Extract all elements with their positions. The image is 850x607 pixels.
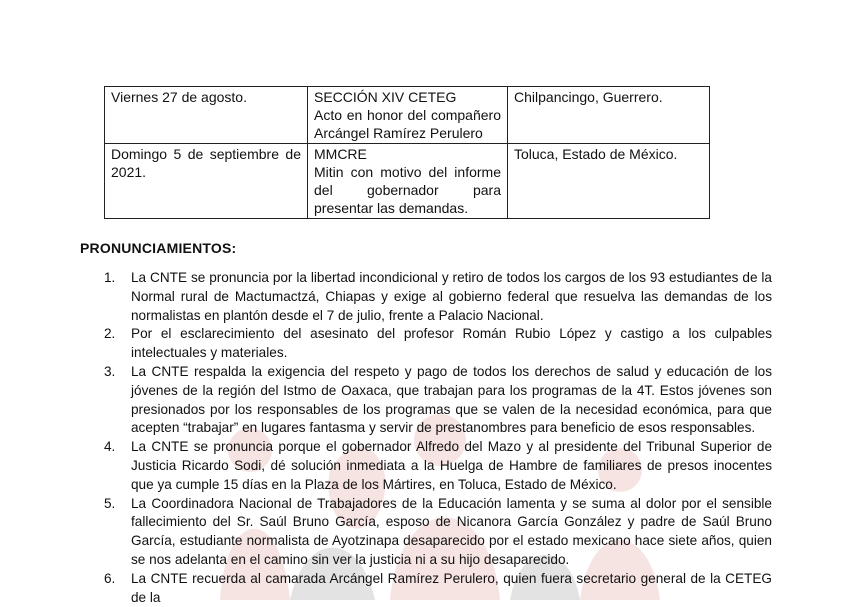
item-number: 3. xyxy=(104,363,116,379)
item-text: La CNTE respalda la exigencia del respeto y pago de todos los derechos de salud y educación de los jóvenes de la región del Istmo de Oaxaca, que trabajan para los programas de la 4T. Estos jóvenes son presionados por los responsables de los programas que se valen de la necesidad económica, para que acepten “trabajar” en lugares fantasma y servir de prestanombres para beneficio de esos responsables. xyxy=(131,363,772,436)
item-text: La Coordinadora Nacional de Trabajadores de la Educación lamenta y se suma al dolor por el sensible fallecimiento del Sr. Saúl Bruno García, esposo de Nicanora García González y padre de Saúl Bruno García, estudiante normalista de Ayotzinapa desaparecido por el estado mexicano hace siete años, quien se nos adelanta en el camino sin ver la justicia ni a su hijo desaparecido. xyxy=(131,495,772,567)
pronouncements-list xyxy=(80,269,772,607)
list-item xyxy=(80,495,772,570)
event-description xyxy=(308,87,508,144)
item-text: La CNTE recuerda al camarada Arcángel Ramírez Perulero, quien fuera secretario general de la CETEG de la xyxy=(131,570,772,605)
item-number: 4. xyxy=(104,439,116,455)
event-organizer: SECCIÓN XIV CETEG xyxy=(314,89,457,105)
item-text: Por el esclarecimiento del asesinato del profesor Román Rubio López y castigo a los culpables intelectuales y materiales. xyxy=(131,326,772,361)
list-item xyxy=(80,438,772,494)
item-number: 2. xyxy=(104,326,116,342)
event-organizer: MMCRE xyxy=(314,146,367,162)
table-row xyxy=(105,144,710,219)
section-heading: PRONUNCIAMIENTOS: xyxy=(80,240,237,256)
event-activity: Acto en honor del compañero Arcángel Ramírez Perulero xyxy=(314,107,501,141)
events-table xyxy=(104,86,710,219)
item-number: 6. xyxy=(104,570,116,586)
event-place: Toluca, Estado de México. xyxy=(508,144,710,219)
event-place: Chilpancingo, Guerrero. xyxy=(508,87,710,144)
event-date: Domingo 5 de septiembre de 2021. xyxy=(105,144,308,219)
event-description xyxy=(308,144,508,219)
item-text: La CNTE se pronuncia por la libertad incondicional y retiro de todos los cargos de los 93 estudiantes de la Normal rural de Mactumactzá, Chiapas y exige al gobierno federal que resuelva las demandas de los normalistas en plantón desde el 7 de julio, frente a Palacio Nacional. xyxy=(131,270,772,323)
item-text: La CNTE se pronuncia porque el gobernador Alfredo del Mazo y al presidente del Tribunal Superior de Justicia Ricardo Sodi, dé solución inmediata a la Huelga de Hambre de familiares de presos inocentes que ya cumple 15 días en la Plaza de los Mártires, en Toluca, Estado de México. xyxy=(131,439,772,492)
list-item xyxy=(80,570,772,607)
list-item xyxy=(80,363,772,438)
event-activity: Mitin con motivo del informe del gobernador para presentar las demandas. xyxy=(314,164,501,216)
event-date: Viernes 27 de agosto. xyxy=(105,87,308,144)
table-row xyxy=(105,87,710,144)
list-item xyxy=(80,325,772,363)
item-number: 1. xyxy=(104,270,116,285)
item-number: 5. xyxy=(104,495,116,511)
list-item xyxy=(80,269,772,325)
